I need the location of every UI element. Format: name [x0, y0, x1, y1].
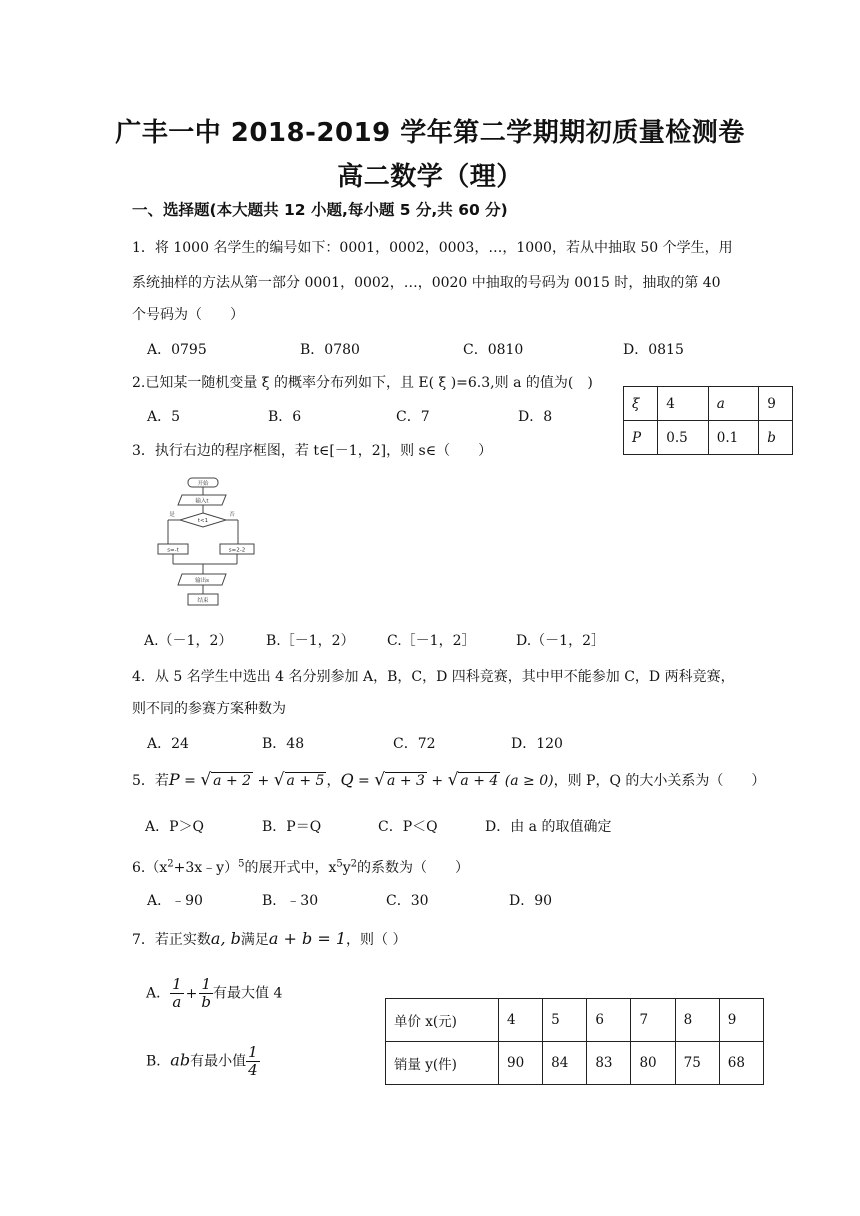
q5-option-c: C．P＜Q	[378, 819, 438, 835]
q6-option-d: D．90	[509, 893, 553, 909]
table-cell: 80	[631, 1042, 675, 1085]
q6-text	[132, 857, 469, 877]
q3-text: 3．执行右边的程序框图，若 t∈[－1，2]，则 s∈（ ）	[132, 443, 493, 459]
q1-option-b: B．0780	[300, 342, 360, 358]
table-row	[386, 999, 764, 1042]
q4-line1: 4．从 5 名学生中选出 4 名分别参加 A，B，C，D 四科竞赛，其中甲不能参加 C，D 两科竞赛，	[132, 669, 735, 685]
table-cell: a	[708, 387, 759, 421]
table-cell: 8	[675, 999, 719, 1042]
table-row	[386, 1042, 764, 1085]
q7-option-b-text: 有最小值	[190, 1053, 247, 1070]
q2-option-c: C．7	[396, 409, 430, 425]
q7-text	[132, 929, 406, 949]
q6-part: +3x﹣y）	[173, 860, 239, 876]
q1-line1: 1．将 1000 名学生的编号如下：0001，0002，0003，…，1000，若从中抽取 50 个学生，用	[132, 240, 733, 256]
q5-radicand: a + 4	[460, 773, 499, 789]
q5-text	[132, 770, 765, 790]
page-subtitle: 高二数学（理）	[337, 162, 523, 192]
q1-option-a: A．0795	[147, 342, 207, 358]
q6-option-a: A．﹣90	[147, 893, 203, 909]
q5-comma: ，	[326, 773, 341, 789]
q6-part: 的系数为（ ）	[357, 860, 470, 876]
table-cell: 销量 y(件)	[386, 1042, 499, 1085]
q5-option-a: A．P＞Q	[145, 819, 205, 835]
q7-option-a	[146, 976, 282, 1011]
q6-option-c: C．30	[386, 893, 429, 909]
table-row	[624, 421, 793, 455]
table-cell: 4	[658, 387, 709, 421]
q5-condition: (a ≥ 0)	[504, 773, 554, 789]
q7-part: 7．若正实数	[132, 932, 211, 948]
q5-plus: +	[426, 773, 448, 789]
table-cell: 0.5	[658, 421, 709, 455]
fraction-denominator: a	[172, 993, 182, 1011]
q4-option-b: B．48	[262, 736, 305, 752]
table-cell: P	[624, 421, 658, 455]
q4-option-a: A．24	[147, 736, 189, 752]
q5-var-p: P	[168, 770, 180, 789]
fraction-denominator: b	[201, 993, 212, 1011]
q5-plus: +	[253, 773, 274, 789]
q6-exponent: 2	[167, 858, 174, 870]
flow-start-label: 开始	[197, 481, 209, 487]
q6-exponent: 5	[238, 858, 245, 870]
fraction-numerator: 1	[248, 1043, 258, 1061]
table-cell: 5	[543, 999, 587, 1042]
fraction-numerator: 1	[199, 976, 213, 994]
flow-input-label: 输入t	[195, 498, 209, 505]
flow-no-label: 否	[229, 512, 235, 518]
q5-option-d: D．由 a 的取值确定	[485, 819, 612, 835]
q7-option-a-label: A．	[146, 985, 171, 1002]
table-cell: b	[759, 421, 793, 455]
fraction-denominator: 4	[248, 1061, 258, 1079]
q4-option-d: D．120	[511, 736, 563, 752]
table-cell: ξ	[624, 387, 658, 421]
sqrt-icon: √	[447, 770, 459, 790]
table-cell: 9	[759, 387, 793, 421]
flowchart-diagram	[156, 476, 256, 612]
q7-part: ，则（ ）	[346, 932, 407, 948]
fraction	[246, 1044, 260, 1079]
table-cell: 9	[719, 999, 763, 1042]
q3-option-d: D.（－1，2］	[516, 633, 605, 649]
q6-option-b: B．﹣30	[262, 893, 319, 909]
table-cell: 90	[499, 1042, 543, 1085]
table-cell: 7	[631, 999, 675, 1042]
q2-option-d: D．8	[518, 409, 553, 425]
flow-right-box: s=2-2	[228, 547, 246, 554]
q5-radicand: a + 5	[286, 773, 325, 789]
q3-option-c: C.［－1，2］	[387, 633, 476, 649]
q2-text: 2.已知某一随机变量 ξ 的概率分布列如下，且 E( ξ )=6.3,则 a 的值为( )	[132, 375, 593, 391]
table-cell: 83	[587, 1042, 631, 1085]
q1-line3: 个号码为（ ）	[132, 307, 244, 323]
q6-exponent: 2	[350, 858, 358, 870]
q1-option-d: D．0815	[623, 342, 684, 358]
q3-option-a: A.（－1，2）	[144, 633, 233, 649]
fraction	[199, 976, 213, 1011]
q3-option-b: B.［－1，2）	[266, 633, 355, 649]
q5-option-b: B．P＝Q	[262, 819, 322, 835]
plus-sign: +	[185, 985, 198, 1002]
q6-part: y	[342, 860, 351, 876]
q2-option-a: A．5	[147, 409, 181, 425]
table-cell: 0.1	[708, 421, 759, 455]
page-title: 广丰一中 2018-2019 学年第二学期期初质量检测卷	[115, 118, 745, 148]
distribution-table	[623, 386, 793, 455]
q7-option-b-label: B．	[146, 1053, 171, 1070]
q7-vars: a, b	[210, 929, 241, 948]
flow-end-label: 结束	[197, 598, 209, 604]
flow-cond-label: t<1	[197, 518, 209, 524]
q5-suffix: ，则 P，Q 的大小关系为（ ）	[553, 773, 766, 789]
sqrt-icon: √	[200, 770, 212, 790]
q7-option-b-expr: ab	[170, 1050, 191, 1070]
q7-option-b	[146, 1044, 260, 1079]
section-heading: 一、选择题(本大题共 12 小题,每小题 5 分,共 60 分)	[132, 201, 508, 219]
table-cell: 75	[675, 1042, 719, 1085]
q5-radicand: a + 3	[387, 773, 425, 789]
sqrt-icon: √	[273, 770, 285, 790]
q6-part: 6.（x	[132, 860, 168, 876]
flow-left-box: s=-t	[167, 547, 179, 554]
q1-option-c: C．0810	[463, 342, 524, 358]
table-cell: 84	[543, 1042, 587, 1085]
q4-line2: 则不同的参赛方案种数为	[132, 701, 286, 717]
flow-yes-label: 是	[169, 512, 175, 518]
fraction-numerator: 1	[172, 975, 182, 993]
q5-radicand: a + 2	[213, 773, 252, 789]
sqrt-icon: √	[374, 770, 386, 790]
q6-part: 的展开式中，x	[244, 860, 337, 876]
table-cell: 6	[587, 999, 631, 1042]
table-cell: 单价 x(元)	[386, 999, 499, 1042]
price-sales-table	[385, 998, 764, 1085]
fraction	[170, 976, 184, 1011]
q7-option-a-text: 有最大值 4	[213, 985, 283, 1002]
table-row	[624, 387, 793, 421]
q5-equals: =	[179, 773, 201, 789]
q5-var-q: Q	[340, 770, 354, 789]
q7-part: 满足	[240, 932, 269, 948]
q6-exponent: 5	[336, 858, 343, 870]
q2-option-b: B．6	[268, 409, 302, 425]
table-cell: 68	[719, 1042, 763, 1085]
flow-output-label: 输出s	[195, 578, 209, 584]
q4-option-c: C．72	[393, 736, 436, 752]
q7-condition: a + b = 1	[268, 929, 346, 948]
q1-line2: 系统抽样的方法从第一部分 0001，0002，…，0020 中抽取的号码为 0015 时，抽取的第 40	[132, 275, 721, 291]
q5-equals: =	[353, 773, 375, 789]
table-cell: 4	[499, 999, 543, 1042]
q5-prefix: 5．若	[132, 773, 169, 789]
